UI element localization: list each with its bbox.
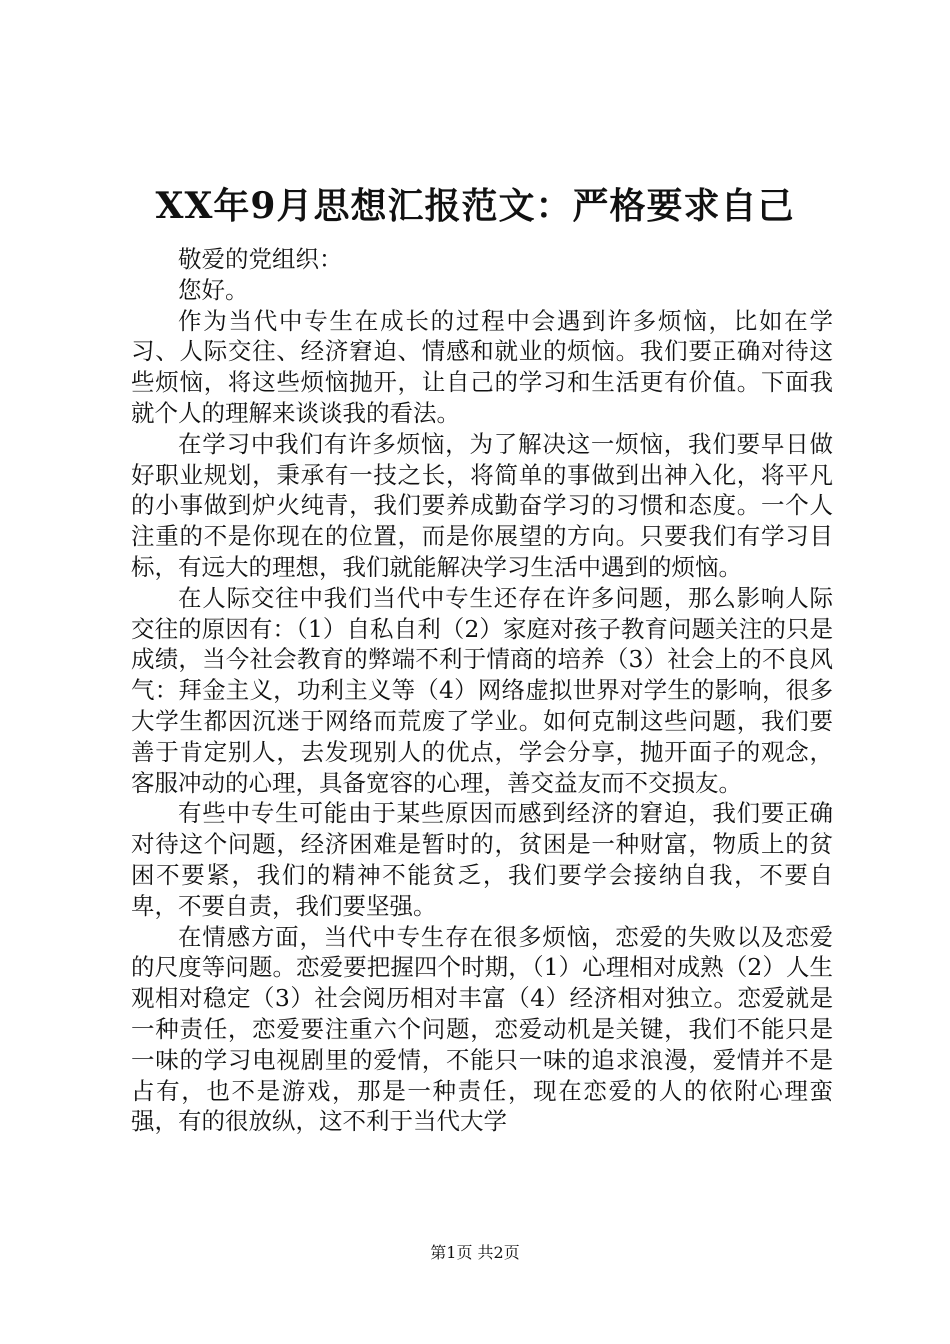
body-paragraph: 在学习中我们有许多烦恼，为了解决这一烦恼，我们要早日做好职业规划，秉承有一技之长，将简单的事做到出神入化，将平凡的小事做到炉火纯青，我们要养成勤奋学习的习惯和态度。一个人注重的不是你现在的位置，而是你展望的方向。只要我们有学习目标，有远大的理想，我们就能解决学习生活中遇到的烦恼。	[131, 429, 833, 581]
page-footer: 第1页 共2页	[430, 1243, 520, 1262]
body-paragraph: 在情感方面，当代中专生存在很多烦恼，恋爱的失败以及恋爱的尺度等问题。恋爱要把握四个时期，（1）心理相对成熟（2）人生观相对稳定（3）社会阅历相对丰富（4）经济相对独立。恋爱就是一种责任，恋爱要注重六个问题，恋爱动机是关键，我们不能只是一味的学习电视剧里的爱情，不能只一味的追求浪漫，爱情并不是占有，也不是游戏，那是一种责任，现在恋爱的人的依附心理蛮强，有的很放纵，这不利于当代大学	[131, 922, 833, 1136]
body-paragraph: 作为当代中专生在成长的过程中会遇到许多烦恼，比如在学习、人际交往、经济窘迫、情感和就业的烦恼。我们要正确对待这些烦恼，将这些烦恼抛开，让自己的学习和生活更有价值。下面我就个人的理解来谈谈我的看法。	[131, 306, 833, 427]
body-paragraph: 有些中专生可能由于某些原因而感到经济的窘迫，我们要正确对待这个问题，经济困难是暂时的，贫困是一种财富，物质上的贫困不要紧，我们的精神不能贫乏，我们要学会接纳自我，不要自卑，不要自责，我们要坚强。	[131, 799, 833, 920]
salutation: 敬爱的党组织：	[178, 245, 343, 273]
document-title: XX年9月思想汇报范文：严格要求自己	[155, 185, 795, 227]
body-paragraph: 在人际交往中我们当代中专生还存在许多问题，那么影响人际交往的原因有：（1）自私自利（2）家庭对孩子教育问题关注的只是成绩，当今社会教育的弊端不利于情商的培养（3）社会上的不良风气：拜金主义，功利主义等（4）网络虚拟世界对学生的影响，很多大学生都因沉迷于网络而荒废了学业。如何克制这些问题，我们要善于肯定别人，去发现别人的优点，学会分享，抛开面子的观念，客服冲动的心理，具备宽容的心理，善交益友而不交损友。	[131, 583, 833, 797]
document-body	[131, 244, 833, 1137]
greeting: 您好。	[178, 275, 249, 304]
